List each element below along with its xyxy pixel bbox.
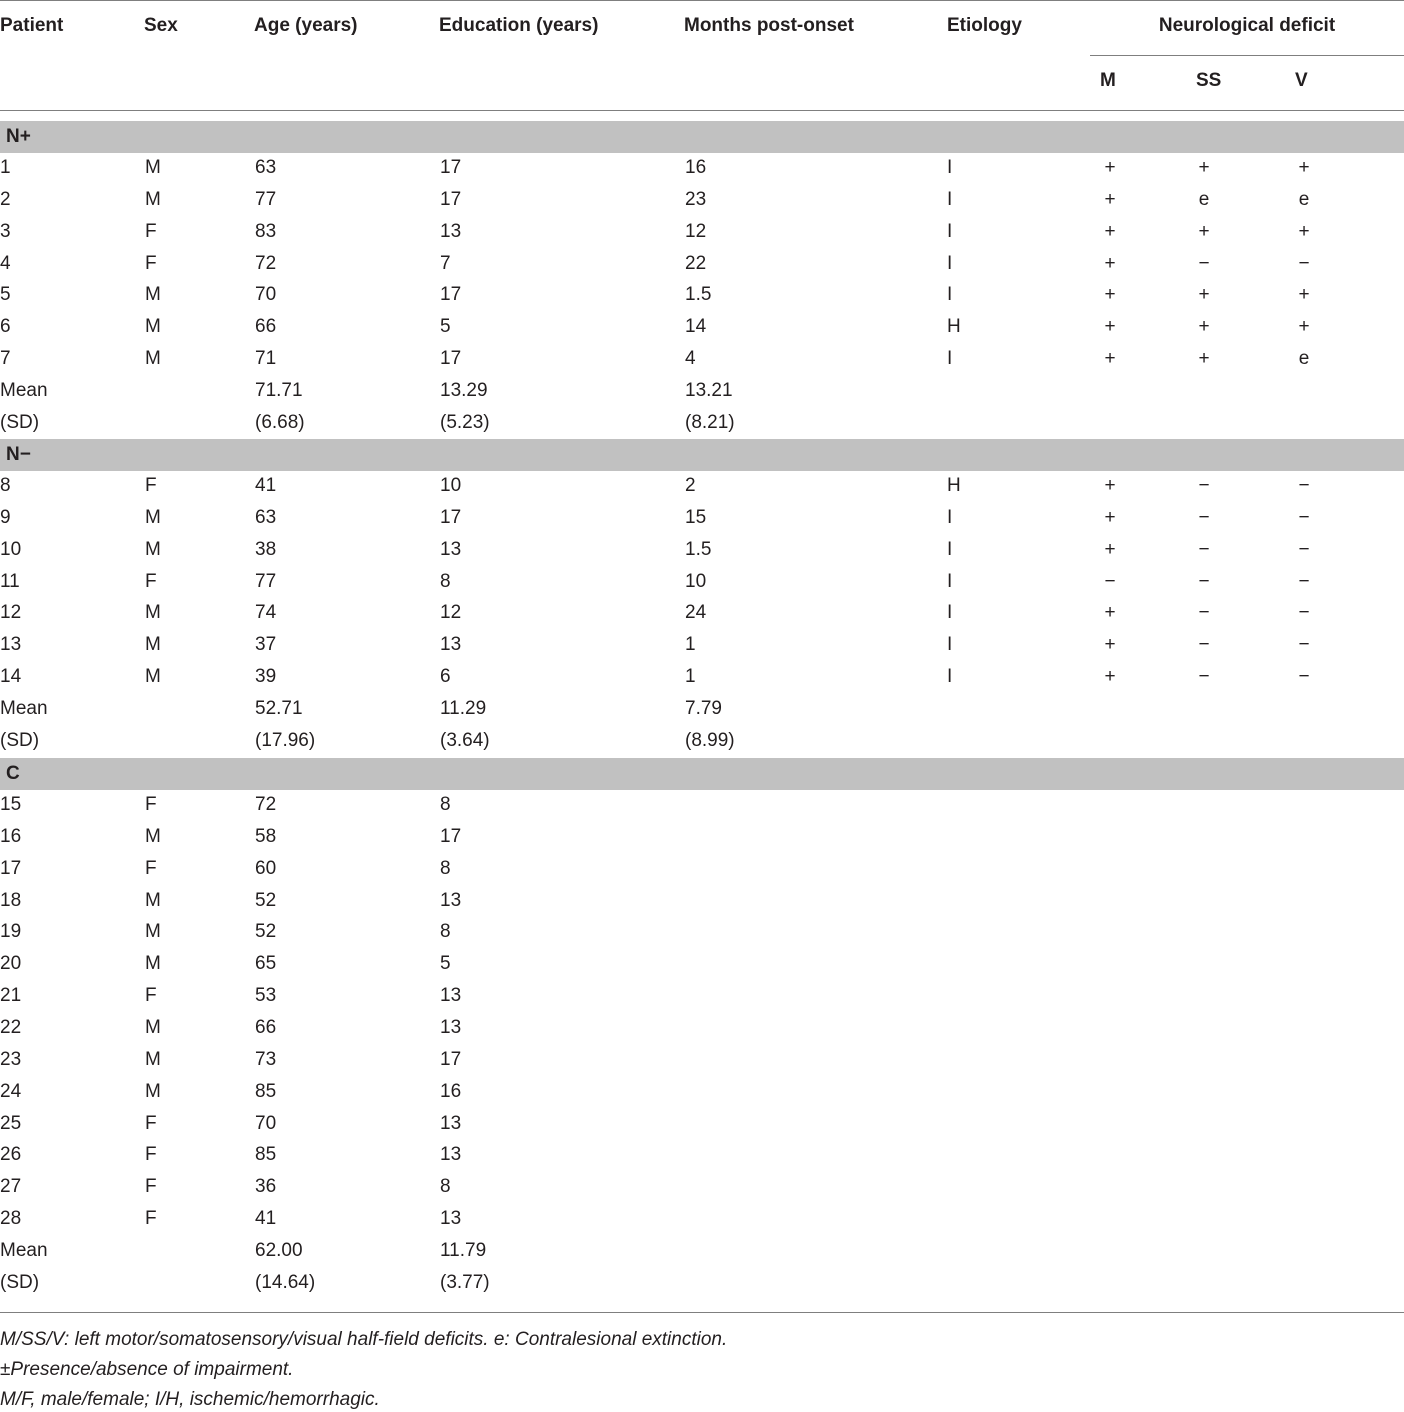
cell-age: 41	[255, 1208, 277, 1229]
cell-education: 8	[440, 1176, 451, 1198]
cell-education: 11.79	[440, 1239, 487, 1261]
cell-age: 71.71	[255, 380, 303, 401]
cell-patient: Mean	[0, 380, 48, 401]
cell-age: (17.96)	[255, 729, 316, 751]
cell-sex: M	[145, 1017, 161, 1038]
cell-deficit-v: +	[1298, 157, 1310, 178]
cell-patient: 23	[0, 1048, 22, 1070]
group-label: C	[6, 763, 20, 784]
cell-education: 13	[440, 538, 462, 560]
cell-education: 11.29	[440, 698, 487, 719]
cell-education: 8	[440, 570, 451, 592]
cell-sex: M	[145, 1048, 161, 1070]
col-header-patient: Patient	[0, 15, 64, 36]
cell-deficit-ss: −	[1198, 506, 1210, 528]
cell-etiology: I	[947, 506, 953, 528]
cell-deficit-v: −	[1298, 475, 1310, 496]
cell-education: 17	[440, 1048, 462, 1070]
group-label: N−	[6, 444, 31, 465]
cell-deficit-ss: +	[1198, 220, 1210, 242]
cell-months: 12	[685, 220, 707, 242]
cell-patient: 15	[0, 794, 22, 815]
cell-age: 52.71	[255, 698, 303, 719]
cell-etiology: I	[947, 666, 953, 688]
cell-sex: M	[145, 316, 161, 338]
cell-deficit-m: +	[1104, 538, 1116, 560]
cell-patient: 3	[0, 220, 11, 242]
cell-age: (14.64)	[255, 1271, 316, 1293]
cell-sex: F	[145, 1176, 157, 1198]
cell-etiology: H	[947, 316, 961, 338]
cell-age: 85	[255, 1080, 277, 1102]
cell-age: 36	[255, 1176, 277, 1198]
cell-months: 2	[685, 475, 696, 496]
cell-patient: 21	[0, 985, 22, 1007]
cell-months: 7.79	[685, 698, 722, 719]
group-band-n-plus	[0, 121, 1404, 153]
cell-deficit-ss: −	[1198, 252, 1210, 274]
cell-months: 1.5	[685, 538, 712, 560]
cell-sex: M	[145, 921, 161, 943]
cell-sex: F	[145, 1144, 157, 1166]
footnote-presence: ±Presence/absence of impairment.	[0, 1359, 294, 1380]
cell-sex: F	[145, 570, 157, 592]
cell-patient: 2	[0, 188, 11, 210]
cell-patient: 26	[0, 1144, 22, 1166]
cell-etiology: I	[947, 157, 953, 178]
cell-education: 13	[440, 1144, 462, 1166]
cell-patient: 13	[0, 634, 22, 656]
cell-deficit-m: +	[1104, 252, 1116, 274]
cell-education: 12	[440, 602, 462, 624]
cell-education: 17	[440, 348, 462, 370]
cell-deficit-v: +	[1298, 316, 1310, 338]
cell-sex: F	[145, 985, 157, 1007]
cell-age: 66	[255, 316, 277, 338]
cell-months: 24	[685, 602, 707, 624]
cell-patient: 10	[0, 538, 22, 560]
cell-etiology: I	[947, 188, 953, 210]
cell-deficit-m: +	[1104, 157, 1116, 178]
cell-etiology: H	[947, 475, 961, 496]
group-label: N+	[6, 126, 31, 147]
cell-deficit-ss: e	[1198, 188, 1210, 210]
cell-education: 13	[440, 1017, 462, 1038]
cell-age: 70	[255, 284, 277, 306]
deficit-subheader-rule	[1090, 55, 1404, 56]
footnote-abbreviations: M/SS/V: left motor/somatosensory/visual half-field deficits. e: Contralesional extinction.	[0, 1329, 728, 1350]
cell-age: 72	[255, 252, 277, 274]
cell-deficit-m: +	[1104, 188, 1116, 210]
cell-months: 10	[685, 570, 707, 592]
cell-education: 7	[440, 252, 451, 274]
cell-education: 13	[440, 985, 462, 1007]
cell-sex: F	[145, 475, 157, 496]
table-bottom-rule	[0, 1312, 1404, 1313]
cell-months: 13.21	[685, 380, 733, 401]
cell-age: (6.68)	[255, 411, 305, 433]
cell-education: (3.64)	[440, 729, 490, 751]
cell-education: 8	[440, 921, 451, 943]
col-header-education: Education (years)	[439, 15, 599, 36]
cell-sex: F	[145, 794, 157, 815]
cell-sex: M	[145, 348, 161, 370]
cell-age: 38	[255, 538, 277, 560]
cell-months: 1	[685, 666, 696, 688]
cell-deficit-v: −	[1298, 506, 1310, 528]
cell-education: 17	[440, 506, 462, 528]
cell-etiology: I	[947, 348, 953, 370]
cell-etiology: I	[947, 284, 953, 306]
cell-sex: F	[145, 220, 157, 242]
cell-education: 10	[440, 475, 462, 496]
cell-education: 8	[440, 857, 451, 879]
cell-education: 13	[440, 1112, 462, 1134]
cell-sex: M	[145, 666, 161, 688]
cell-etiology: I	[947, 570, 953, 592]
cell-patient: (SD)	[0, 1271, 40, 1293]
cell-deficit-ss: −	[1198, 538, 1210, 560]
cell-sex: M	[145, 188, 161, 210]
cell-sex: F	[145, 1112, 157, 1134]
cell-age: 83	[255, 220, 277, 242]
cell-patient: 17	[0, 857, 22, 879]
cell-months: 23	[685, 188, 707, 210]
cell-etiology: I	[947, 220, 953, 242]
cell-sex: M	[145, 634, 161, 656]
cell-patient: 8	[0, 475, 11, 496]
cell-age: 52	[255, 889, 277, 911]
cell-deficit-ss: −	[1198, 570, 1210, 592]
cell-etiology: I	[947, 602, 953, 624]
cell-patient: 20	[0, 953, 22, 975]
cell-deficit-ss: +	[1198, 348, 1210, 370]
cell-patient: 28	[0, 1208, 22, 1229]
cell-education: 17	[440, 825, 462, 847]
cell-patient: 6	[0, 316, 11, 338]
cell-patient: 12	[0, 602, 22, 624]
cell-deficit-v: e	[1298, 188, 1310, 210]
cell-age: 63	[255, 157, 277, 178]
cell-patient: 7	[0, 348, 11, 370]
cell-sex: M	[145, 1080, 161, 1102]
cell-education: 16	[440, 1080, 462, 1102]
cell-months: 22	[685, 252, 707, 274]
cell-sex: F	[145, 1208, 157, 1229]
col-header-sex: Sex	[144, 15, 178, 36]
cell-patient: 19	[0, 921, 22, 943]
cell-sex: M	[145, 538, 161, 560]
cell-months: 1.5	[685, 284, 712, 306]
cell-deficit-ss: −	[1198, 634, 1210, 656]
cell-months: 1	[685, 634, 696, 656]
cell-deficit-m: +	[1104, 666, 1116, 688]
cell-age: 63	[255, 506, 277, 528]
cell-deficit-m: +	[1104, 475, 1116, 496]
cell-deficit-ss: +	[1198, 284, 1210, 306]
cell-deficit-m: +	[1104, 348, 1116, 370]
cell-deficit-ss: −	[1198, 602, 1210, 624]
cell-age: 37	[255, 634, 277, 656]
cell-patient: 27	[0, 1176, 22, 1198]
cell-age: 62.00	[255, 1239, 303, 1261]
cell-patient: Mean	[0, 1239, 48, 1261]
cell-age: 85	[255, 1144, 277, 1166]
cell-deficit-v: e	[1298, 348, 1310, 370]
cell-deficit-v: −	[1298, 252, 1310, 274]
cell-education: 17	[440, 157, 462, 178]
cell-deficit-v: +	[1298, 220, 1310, 242]
cell-age: 77	[255, 188, 277, 210]
cell-deficit-m: +	[1104, 602, 1116, 624]
cell-months: (8.99)	[685, 729, 735, 751]
cell-sex: M	[145, 825, 161, 847]
cell-deficit-m: +	[1104, 316, 1116, 338]
cell-education: 17	[440, 284, 462, 306]
cell-sex: M	[145, 284, 161, 306]
cell-education: 6	[440, 666, 451, 688]
col-header-ss: SS	[1196, 70, 1222, 91]
cell-patient: 25	[0, 1112, 22, 1134]
header-bottom-rule	[0, 110, 1404, 111]
cell-sex: F	[145, 857, 157, 879]
cell-deficit-m: −	[1104, 570, 1116, 592]
cell-deficit-v: −	[1298, 666, 1310, 688]
group-band-control	[0, 758, 1404, 790]
col-header-v: V	[1295, 70, 1308, 91]
cell-age: 52	[255, 921, 277, 943]
cell-sex: M	[145, 506, 161, 528]
col-header-deficit: Neurological deficit	[1158, 15, 1336, 36]
cell-patient: 11	[0, 570, 20, 592]
cell-patient: (SD)	[0, 729, 40, 751]
cell-education: 13	[440, 634, 462, 656]
cell-deficit-ss: +	[1198, 316, 1210, 338]
cell-deficit-v: −	[1298, 570, 1310, 592]
cell-deficit-m: +	[1104, 284, 1116, 306]
cell-age: 41	[255, 475, 277, 496]
cell-deficit-m: +	[1104, 506, 1116, 528]
cell-education: 17	[440, 188, 462, 210]
cell-months: 4	[685, 348, 696, 370]
cell-sex: M	[145, 889, 161, 911]
cell-age: 65	[255, 953, 277, 975]
cell-patient: 18	[0, 889, 22, 911]
cell-age: 53	[255, 985, 277, 1007]
col-header-etiology: Etiology	[947, 15, 1022, 36]
cell-deficit-v: −	[1298, 602, 1310, 624]
cell-education: (5.23)	[440, 411, 490, 433]
cell-patient: 9	[0, 506, 11, 528]
cell-deficit-ss: −	[1198, 475, 1210, 496]
cell-education: (3.77)	[440, 1271, 490, 1293]
cell-deficit-ss: −	[1198, 666, 1210, 688]
cell-months: 15	[685, 506, 707, 528]
cell-months: 16	[685, 157, 707, 178]
group-band-n-minus	[0, 439, 1404, 471]
cell-age: 72	[255, 794, 277, 815]
cell-age: 39	[255, 666, 277, 688]
cell-deficit-m: +	[1104, 634, 1116, 656]
table-top-rule	[0, 0, 1404, 1]
col-header-age: Age (years)	[254, 15, 358, 36]
cell-age: 58	[255, 825, 277, 847]
cell-deficit-v: −	[1298, 538, 1310, 560]
cell-deficit-ss: +	[1198, 157, 1210, 178]
cell-patient: 1	[0, 157, 11, 178]
cell-sex: M	[145, 602, 161, 624]
cell-months: 14	[685, 316, 707, 338]
cell-age: 71	[255, 348, 277, 370]
cell-patient: 14	[0, 666, 22, 688]
cell-education: 13	[440, 220, 462, 242]
cell-sex: F	[145, 252, 157, 274]
col-header-months: Months post-onset	[684, 15, 854, 36]
cell-patient: Mean	[0, 698, 48, 719]
cell-sex: M	[145, 157, 161, 178]
cell-patient: 24	[0, 1080, 22, 1102]
footnote-sex-etiology: M/F, male/female; I/H, ischemic/hemorrhagic.	[0, 1389, 380, 1410]
cell-etiology: I	[947, 538, 953, 560]
cell-sex: M	[145, 953, 161, 975]
cell-education: 5	[440, 953, 451, 975]
cell-education: 5	[440, 316, 451, 338]
cell-age: 73	[255, 1048, 277, 1070]
cell-months: (8.21)	[685, 411, 735, 433]
cell-etiology: I	[947, 252, 953, 274]
cell-etiology: I	[947, 634, 953, 656]
cell-age: 66	[255, 1017, 277, 1038]
cell-education: 13.29	[440, 380, 488, 401]
cell-deficit-v: −	[1298, 634, 1310, 656]
col-header-m: M	[1100, 70, 1116, 91]
cell-age: 60	[255, 857, 277, 879]
cell-patient: 5	[0, 284, 11, 306]
cell-age: 70	[255, 1112, 277, 1134]
cell-education: 13	[440, 889, 462, 911]
cell-patient: (SD)	[0, 411, 40, 433]
cell-age: 77	[255, 570, 277, 592]
cell-deficit-m: +	[1104, 220, 1116, 242]
cell-age: 74	[255, 602, 277, 624]
cell-deficit-v: +	[1298, 284, 1310, 306]
cell-education: 13	[440, 1208, 462, 1229]
cell-patient: 4	[0, 252, 11, 274]
cell-patient: 16	[0, 825, 22, 847]
cell-patient: 22	[0, 1017, 22, 1038]
cell-education: 8	[440, 794, 451, 815]
